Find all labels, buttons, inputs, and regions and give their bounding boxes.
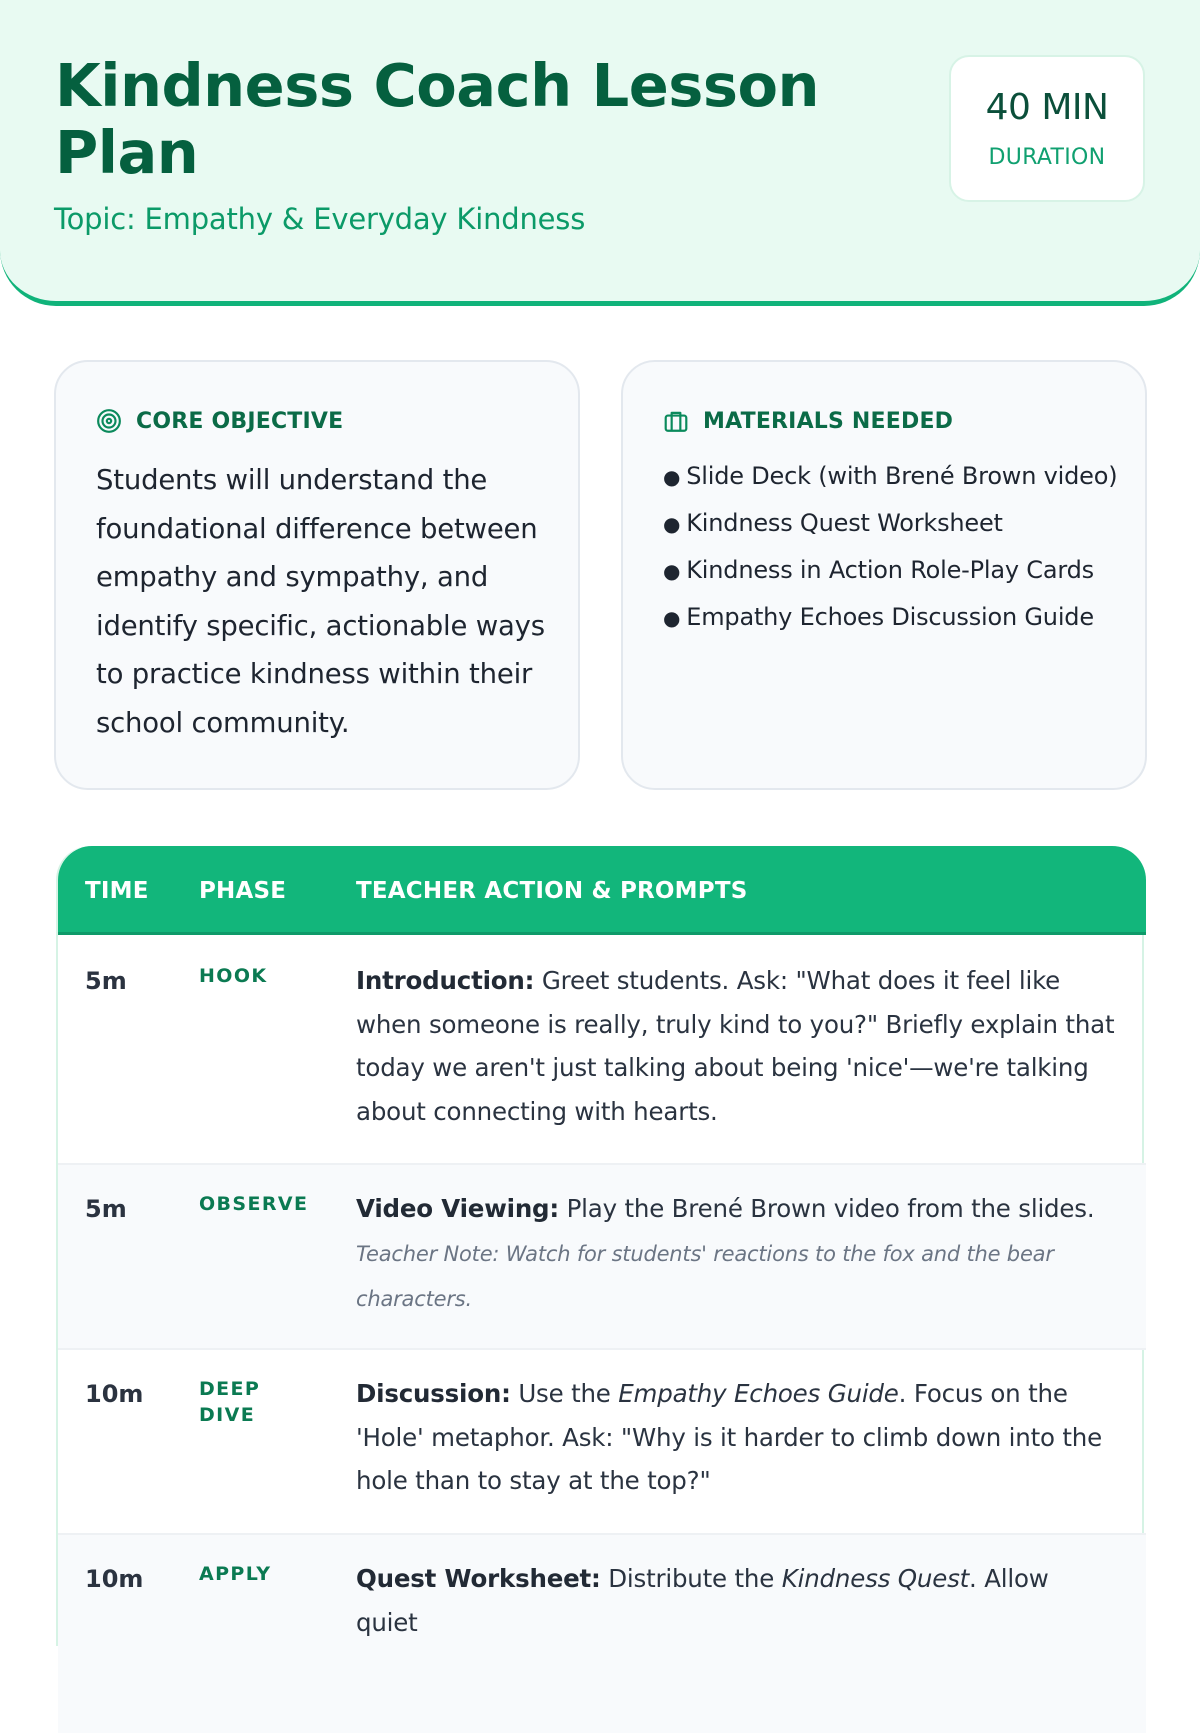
action-lead: Introduction: — [356, 966, 535, 995]
duration-badge — [949, 55, 1145, 202]
row-time: 10m — [85, 1380, 144, 1408]
duration-value: 40 MIN — [985, 87, 1109, 128]
table-header — [58, 846, 1146, 935]
objective-heading — [96, 406, 343, 436]
action-lead: Discussion: — [356, 1379, 511, 1408]
row-time: 10m — [85, 1565, 144, 1593]
row-phase: HOOK — [199, 965, 268, 987]
target-icon — [96, 408, 122, 434]
list-item — [663, 550, 1123, 591]
table-row — [58, 935, 1146, 1163]
action-text: . Allow quiet — [356, 1564, 1049, 1637]
row-phase: OBSERVE — [199, 1193, 309, 1215]
table-row — [58, 1163, 1146, 1348]
material-label: Kindness Quest Worksheet — [686, 509, 1003, 537]
table-row — [58, 1533, 1146, 1733]
objective-card — [54, 360, 580, 790]
row-action — [356, 1187, 1116, 1322]
action-text: Distribute the — [608, 1564, 775, 1593]
action-text: . Focus on the 'Hole' metaphor. Ask: "Why is it harder to climb down into the hole than to stay at the top?" — [356, 1379, 1102, 1495]
action-worksheet-title: Kindness Quest — [781, 1564, 970, 1593]
row-phase: DEEP DIVE — [199, 1378, 261, 1426]
bullet-icon: ● — [663, 559, 681, 583]
header-banner — [0, 0, 1200, 306]
materials-list — [663, 456, 1123, 644]
teacher-note: Teacher Note: Watch for students' reactions to the fox and the bear characters. — [356, 1241, 1054, 1311]
material-label: Kindness in Action Role-Play Cards — [686, 556, 1094, 584]
header-phase: PHASE — [199, 878, 287, 904]
action-guide-title: Empathy Echoes Guide — [618, 1379, 899, 1408]
list-item — [663, 597, 1123, 638]
action-text: Greet students. Ask: "What does it feel like when someone is really, truly kind to you?" Briefly explain that today we aren't just talking about being 'nice'—we're talking about connecting with hearts. — [356, 966, 1115, 1126]
action-text: Use the — [518, 1379, 611, 1408]
material-label: Empathy Echoes Discussion Guide — [686, 603, 1094, 631]
row-time: 5m — [85, 1195, 127, 1223]
objective-text: Students will understand the foundational difference between empathy and sympathy, and identify specific, actionable ways to practice kindness within their school community. — [96, 464, 545, 739]
materials-card — [621, 360, 1147, 790]
page-title: Kindness Coach Lesson Plan — [55, 51, 820, 187]
row-action — [356, 1372, 1116, 1503]
list-item — [663, 503, 1123, 544]
row-action — [356, 959, 1116, 1133]
lesson-table — [56, 846, 1144, 1646]
action-text: Play the Brené Brown video from the slides. — [566, 1194, 1095, 1223]
row-phase: APPLY — [199, 1563, 272, 1585]
table-row — [58, 1348, 1146, 1533]
material-label: Slide Deck (with Brené Brown video) — [686, 462, 1118, 490]
list-item — [663, 456, 1123, 497]
duration-label: DURATION — [988, 145, 1106, 170]
objective-heading-label: CORE OBJECTIVE — [136, 408, 344, 434]
materials-heading-label: MATERIALS NEEDED — [703, 408, 954, 434]
row-time: 5m — [85, 967, 127, 995]
row-action — [356, 1557, 1116, 1644]
header-action: TEACHER ACTION & PROMPTS — [356, 878, 748, 904]
action-lead: Quest Worksheet: — [356, 1564, 601, 1593]
header-time: TIME — [85, 878, 149, 904]
materials-heading — [663, 406, 953, 436]
bullet-icon: ● — [663, 512, 681, 536]
topic-subtitle: Topic: Empathy & Everyday Kindness — [54, 202, 586, 236]
bullet-icon: ● — [663, 606, 681, 630]
action-lead: Video Viewing: — [356, 1194, 559, 1223]
bullet-icon: ● — [663, 465, 681, 489]
briefcase-icon — [663, 408, 689, 434]
